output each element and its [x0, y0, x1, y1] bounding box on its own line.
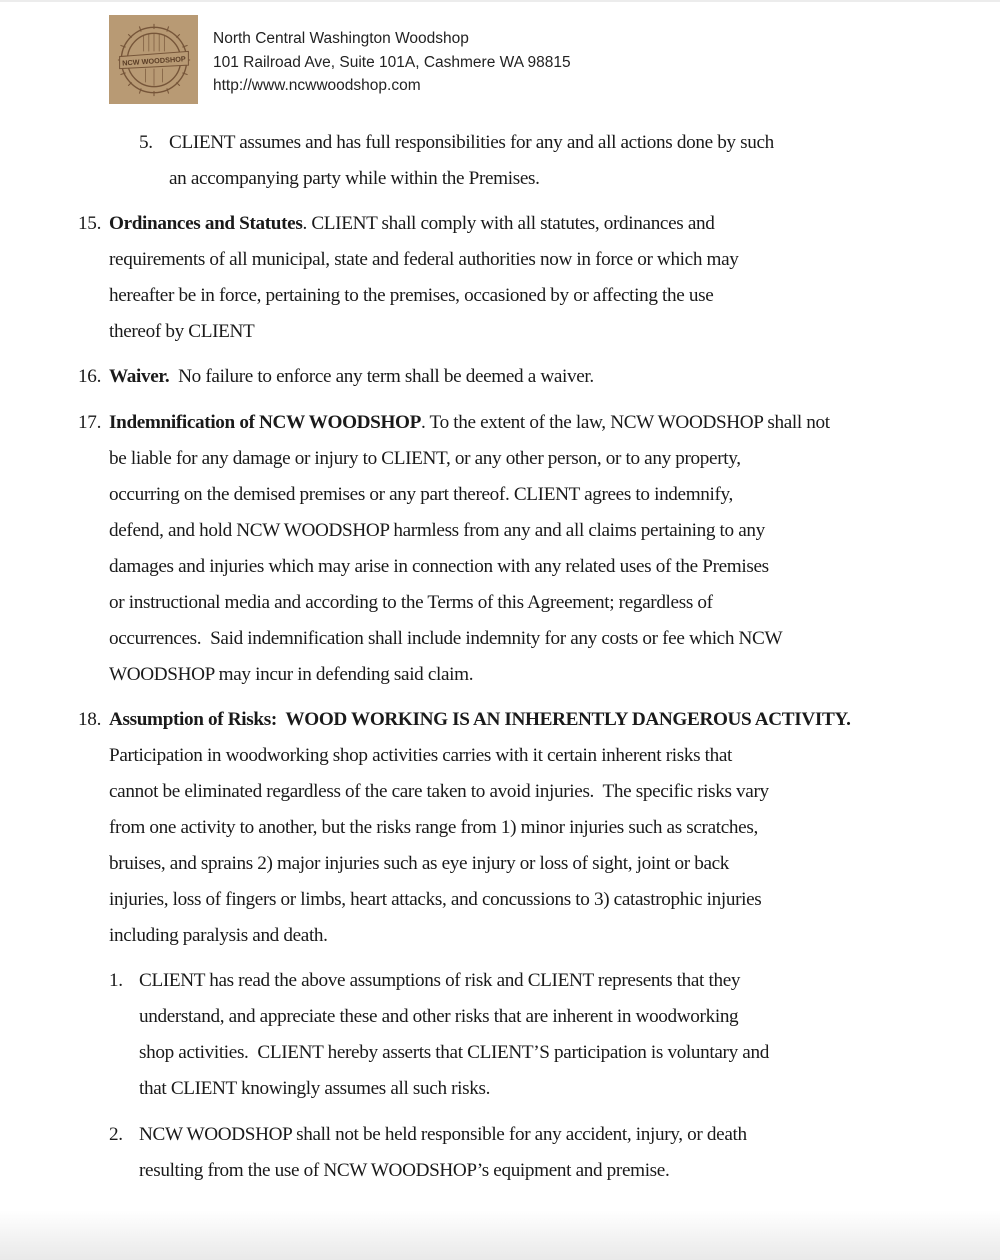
- section-title: Indemnification of NCW WOODSHOP: [109, 412, 421, 433]
- paragraph-line: Indemnification of NCW WOODSHOP. To the extent of the law, NCW WOODSHOP shall not: [109, 412, 830, 433]
- section-number: 16.: [78, 366, 102, 387]
- paragraph-line: CLIENT has read the above assumptions of risk and CLIENT represents that they: [139, 970, 741, 991]
- section-number: 17.: [78, 412, 102, 433]
- org-address: 101 Railroad Ave, Suite 101A, Cashmere WA 98815: [213, 53, 571, 71]
- paragraph-line: shop activities. CLIENT hereby asserts that CLIENT’S participation is voluntary and: [139, 1042, 769, 1063]
- section-title: Assumption of Risks: WOOD WORKING IS AN INHERENTLY DANGEROUS ACTIVITY.: [109, 709, 851, 730]
- paragraph-line: an accompanying party while within the Premises.: [169, 168, 540, 189]
- letterhead-text: [213, 27, 571, 98]
- item-number: 1.: [109, 970, 123, 991]
- letterhead: [109, 15, 571, 104]
- paragraph-line: NCW WOODSHOP shall not be held responsible for any accident, injury, or death: [139, 1124, 747, 1145]
- item-number: 5.: [139, 132, 153, 153]
- paragraph-line: be liable for any damage or injury to CLIENT, or any other person, or to any property,: [109, 448, 741, 469]
- paragraph-line: WOODSHOP may incur in defending said claim.: [109, 664, 474, 685]
- paragraph-line: requirements of all municipal, state and federal authorities now in force or which may: [109, 249, 739, 270]
- page-top-border: [0, 0, 1000, 2]
- paragraph-line: or instructional media and according to the Terms of this Agreement; regardless of: [109, 592, 713, 613]
- section-title: Ordinances and Statutes: [109, 213, 303, 234]
- section-number: 18.: [78, 709, 102, 730]
- paragraph-line: damages and injuries which may arise in connection with any related uses of the Premises: [109, 556, 769, 577]
- paragraph-line: from one activity to another, but the risks range from 1) minor injuries such as scratches,: [109, 817, 758, 838]
- paragraph-line: understand, and appreciate these and other risks that are inherent in woodworking: [139, 1006, 739, 1027]
- org-name: North Central Washington Woodshop: [213, 30, 469, 47]
- paragraph-line: Participation in woodworking shop activities carries with it certain inherent risks that: [109, 745, 733, 766]
- paragraph-line: CLIENT assumes and has full responsibilities for any and all actions done by such: [169, 132, 774, 153]
- page-bottom-shadow: [0, 1210, 1000, 1260]
- section-title: Waiver.: [109, 366, 170, 387]
- svg-text:NCW WOODSHOP: NCW WOODSHOP: [121, 53, 186, 68]
- org-website-link[interactable]: http://www.ncwwoodshop.com: [213, 77, 421, 94]
- item-number: 2.: [109, 1124, 123, 1145]
- ncw-woodshop-logo: [109, 15, 198, 104]
- paragraph-line: including paralysis and death.: [109, 925, 328, 946]
- paragraph-line: cannot be eliminated regardless of the care taken to avoid injuries. The specific risks vary: [109, 781, 769, 802]
- paragraph-line: Ordinances and Statutes. CLIENT shall comply with all statutes, ordinances and: [109, 213, 715, 234]
- paragraph-line: hereafter be in force, pertaining to the premises, occasioned by or affecting the use: [109, 285, 714, 306]
- paragraph-line: resulting from the use of NCW WOODSHOP’s equipment and premise.: [139, 1160, 670, 1181]
- paragraph-line: occurrences. Said indemnification shall include indemnity for any costs or fee which NCW: [109, 628, 783, 649]
- paragraph-line: occurring on the demised premises or any part thereof. CLIENT agrees to indemnify,: [109, 484, 734, 505]
- paragraph-line: defend, and hold NCW WOODSHOP harmless from any and all claims pertaining to any: [109, 520, 765, 541]
- saw-blade-logo-icon: [111, 17, 197, 103]
- paragraph-line: Waiver. No failure to enforce any term shall be deemed a waiver.: [109, 366, 594, 387]
- paragraph-line: injuries, loss of fingers or limbs, heart attacks, and concussions to 3) catastrophic injuries: [109, 889, 762, 910]
- section-number: 15.: [78, 213, 102, 234]
- paragraph-line: thereof by CLIENT: [109, 321, 255, 342]
- paragraph-line: bruises, and sprains 2) major injuries such as eye injury or loss of sight, joint or back: [109, 853, 730, 874]
- paragraph-line: that CLIENT knowingly assumes all such risks.: [139, 1078, 491, 1099]
